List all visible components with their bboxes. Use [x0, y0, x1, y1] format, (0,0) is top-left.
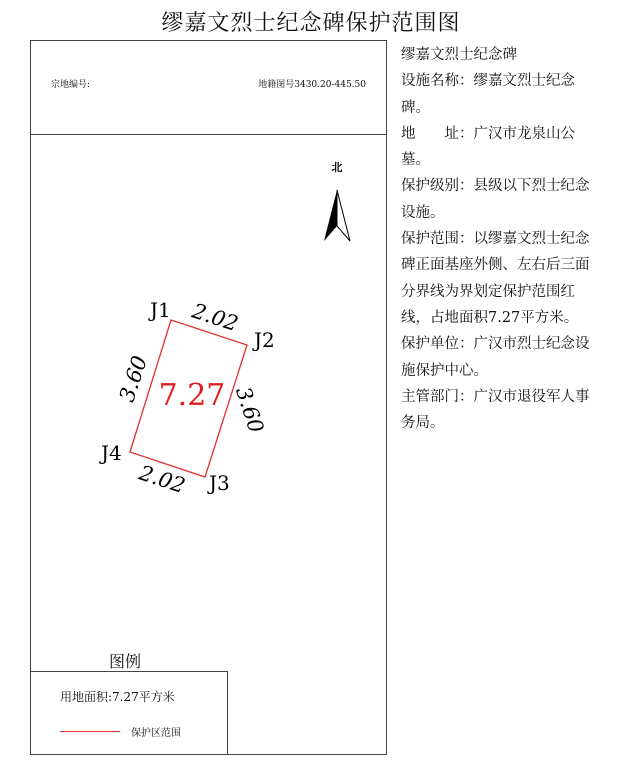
legend-boundary-label: 保护区范围 — [131, 728, 181, 739]
info-address: 地 址：广汉市龙泉山公墓。 — [401, 125, 575, 169]
legend-area-text: 用地面积:7.27平方米 — [60, 690, 175, 704]
info-protection-scope: 保护范围：以缪嘉文烈士纪念碑正面基座外侧、左右后三面分界线为界划定保护范围红线，占地面积7.27平方米。 — [401, 231, 590, 326]
legend-title: 图例 — [109, 652, 142, 671]
info-name-line: 缪嘉文烈士纪念碑 — [401, 47, 517, 63]
north-label: 北 — [331, 161, 343, 174]
info-authority: 主管部门：广汉市退役军人事务局。 — [401, 388, 590, 432]
area-value: 7.27 — [158, 378, 226, 413]
edge-length-bottom: 2.02 — [136, 460, 189, 498]
edge-length-right: 3.60 — [231, 383, 269, 436]
point-label-j1: J1 — [150, 298, 171, 322]
edge-length-top: 2.02 — [189, 298, 242, 336]
point-label-j3: J3 — [209, 471, 230, 495]
parcel-number-label: 宗地编号: — [51, 80, 91, 90]
point-label-j4: J4 — [101, 441, 122, 465]
info-facility-name: 设施名称：缪嘉文烈士纪念碑。 — [401, 73, 575, 116]
edge-length-left: 3.60 — [114, 352, 152, 405]
north-arrow-icon — [324, 190, 350, 241]
info-panel — [401, 42, 601, 436]
info-protection-level: 保护级别：县级以下烈士纪念设施。 — [401, 178, 590, 221]
map-sheet-number: 地籍图号3430.20-445.50 — [258, 80, 366, 90]
page-title: 缪嘉文烈士纪念碑保护范围图 — [161, 11, 461, 36]
info-protection-unit: 保护单位：广汉市烈士纪念设施保护中心。 — [401, 336, 590, 379]
point-label-j2: J2 — [254, 328, 275, 352]
